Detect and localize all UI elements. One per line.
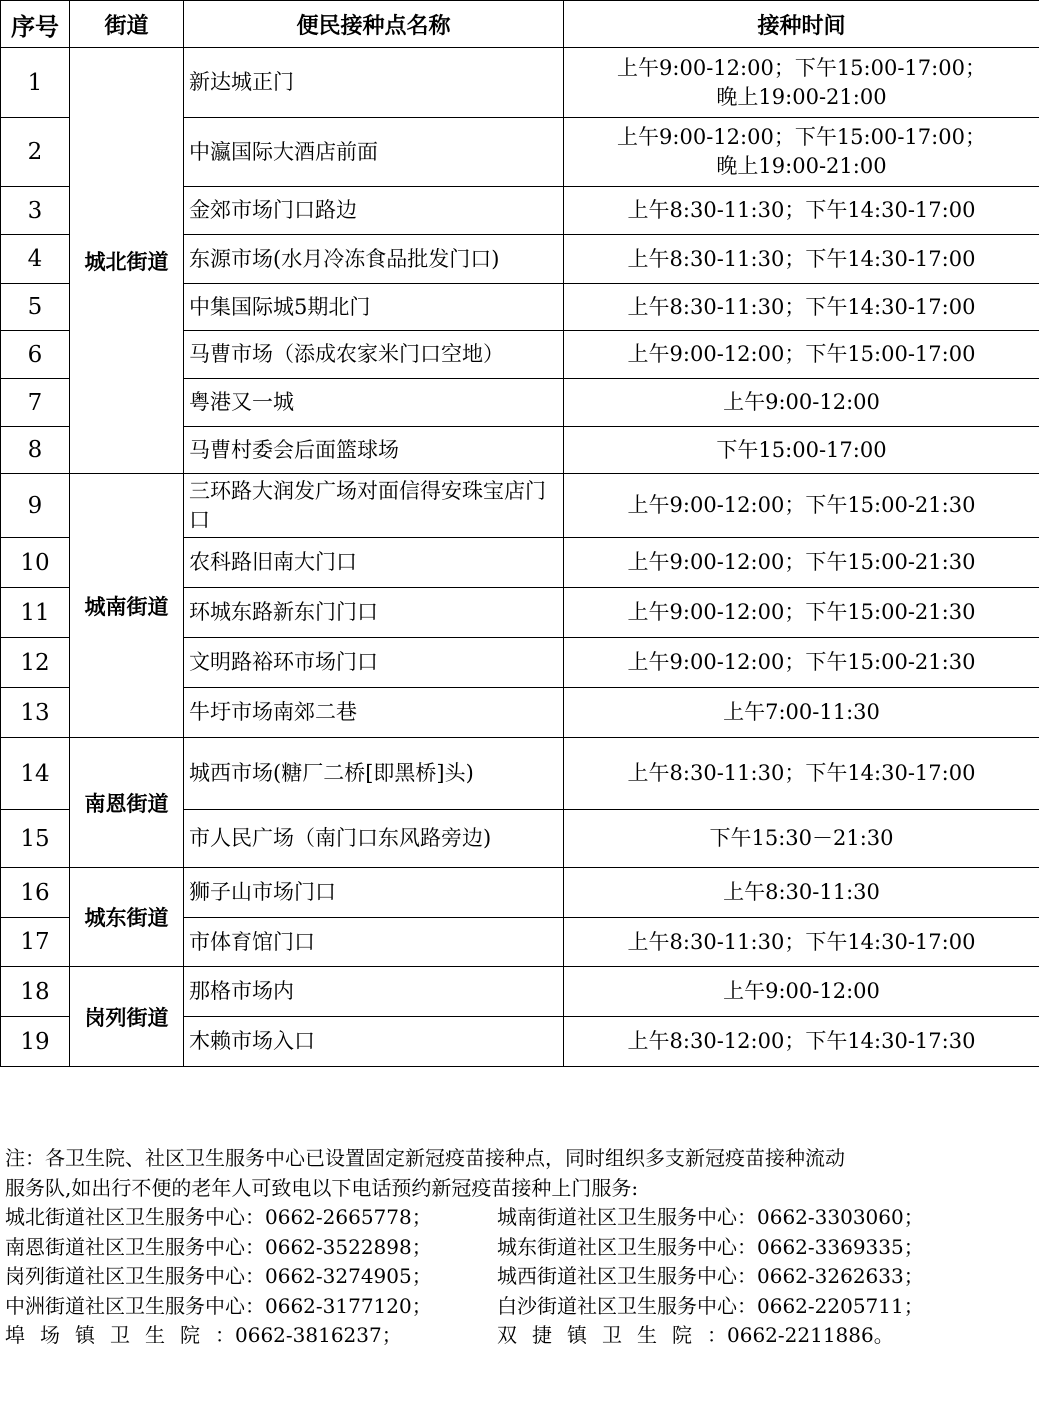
row-seq: 7 (1, 379, 70, 427)
time-line: 下午15:00-17:00 (716, 437, 887, 462)
header-site: 便民接种点名称 (184, 1, 564, 48)
row-site: 三环路大润发广场对面信得安珠宝店门口 (184, 474, 564, 538)
row-site: 金郊市场门口路边 (184, 187, 564, 235)
row-time (564, 738, 1039, 810)
row-seq: 19 (1, 1017, 70, 1067)
row-site: 农科路旧南大门口 (184, 538, 564, 588)
time-line: 晚上19:00-21:00 (716, 154, 887, 178)
row-time (564, 427, 1039, 474)
phone-row-last (5, 1321, 1035, 1351)
row-seq: 2 (1, 118, 70, 187)
street-name: 城南街道 (70, 474, 184, 738)
row-time (564, 331, 1039, 379)
time-line: 下午15:30－21:30 (709, 826, 894, 850)
clinic-name-shuangjie: 双捷镇卫生院 (497, 1323, 707, 1347)
time-line: 上午8:30-11:30 (723, 880, 880, 904)
row-time (564, 810, 1039, 868)
row-site: 牛圩市场南郊二巷 (184, 688, 564, 738)
row-seq: 11 (1, 588, 70, 638)
table-row (1, 48, 1039, 118)
phone-entry-left (5, 1321, 497, 1351)
row-site: 马曹村委会后面篮球场 (184, 427, 564, 474)
row-seq: 13 (1, 688, 70, 738)
phone-entry-right: 白沙街道社区卫生服务中心：0662-2205711； (497, 1293, 924, 1318)
row-time (564, 235, 1039, 284)
time-line: 晚上19:00-21:00 (716, 84, 887, 109)
row-site: 环城东路新东门门口 (184, 588, 564, 638)
time-line: 上午9:00-12:00；下午15:00-21:30 (627, 600, 976, 624)
time-line: 上午9:00-12:00；下午15:00-21:30 (627, 650, 976, 674)
phone-row (5, 1262, 1035, 1292)
phone-entry-left: 南恩街道社区卫生服务中心：0662-3522898； (5, 1234, 432, 1259)
street-name: 南恩街道 (70, 738, 184, 868)
row-time (564, 868, 1039, 918)
time-line: 上午8:30-11:30；下午14:30-17:00 (627, 294, 976, 319)
row-seq: 17 (1, 918, 70, 967)
row-site: 粤港又一城 (184, 379, 564, 427)
row-seq: 18 (1, 967, 70, 1017)
phone-row (5, 1203, 1035, 1233)
table-row (1, 967, 1039, 1017)
row-seq: 14 (1, 738, 70, 810)
row-time (564, 379, 1039, 427)
table-row (1, 474, 1039, 538)
header-street: 街道 (70, 1, 184, 48)
row-site: 市人民广场（南门口东风路旁边) (184, 810, 564, 868)
row-seq: 1 (1, 48, 70, 118)
time-line: 上午9:00-12:00 (723, 979, 880, 1003)
time-line: 上午9:00-12:00 (723, 390, 880, 414)
table-row (1, 738, 1039, 810)
row-seq: 15 (1, 810, 70, 868)
row-seq: 3 (1, 187, 70, 235)
row-time (564, 284, 1039, 331)
row-seq: 16 (1, 868, 70, 918)
clinic-phone-shuangjie: ：0662-2211886。 (707, 1323, 894, 1347)
row-site: 狮子山市场门口 (184, 868, 564, 918)
time-line: 上午9:00-12:00；下午15:00-17:00； (617, 55, 986, 80)
row-site: 中集国际城5期北门 (184, 284, 564, 331)
row-site: 文明路裕环市场门口 (184, 638, 564, 688)
phone-row (5, 1233, 1035, 1263)
row-time (564, 187, 1039, 235)
row-time (564, 1017, 1039, 1067)
header-seq: 序号 (1, 1, 70, 48)
table-header-row (1, 1, 1039, 48)
table-body (1, 48, 1039, 1067)
row-time (564, 638, 1039, 688)
phone-entry-left: 城北街道社区卫生服务中心：0662-2665778； (5, 1205, 432, 1229)
street-name: 岗列街道 (70, 967, 184, 1067)
time-line: 上午8:30-11:30；下午14:30-17:00 (627, 246, 976, 271)
time-line: 上午9:00-12:00；下午15:00-17:00 (627, 342, 976, 366)
phone-row (5, 1292, 1035, 1322)
phone-entry-right (497, 1321, 894, 1351)
row-seq: 12 (1, 638, 70, 688)
row-time (564, 538, 1039, 588)
row-time (564, 118, 1039, 187)
note-section (5, 1144, 1035, 1351)
clinic-phone-bucheng: ：0662-3816237； (215, 1323, 402, 1347)
row-site: 木赖市场入口 (184, 1017, 564, 1067)
row-seq: 4 (1, 235, 70, 284)
row-seq: 8 (1, 427, 70, 474)
row-site: 那格市场内 (184, 967, 564, 1017)
time-line: 上午8:30-11:30；下午14:30-17:00 (627, 761, 976, 785)
row-site: 城西市场(糖厂二桥[即黑桥]头) (184, 738, 564, 810)
row-site: 东源市场(水月冷冻食品批发门口) (184, 235, 564, 284)
row-site: 马曹市场（添成农家米门口空地） (184, 331, 564, 379)
note-line-1: 注：各卫生院、社区卫生服务中心已设置固定新冠疫苗接种点，同时组织多支新冠疫苗接种流动 (5, 1146, 845, 1170)
row-time (564, 48, 1039, 118)
phone-entry-left: 岗列街道社区卫生服务中心：0662-3274905； (5, 1264, 432, 1288)
phone-list (5, 1203, 1035, 1321)
time-line: 上午9:00-12:00；下午15:00-17:00； (617, 125, 986, 149)
row-seq: 6 (1, 331, 70, 379)
time-line: 上午8:30-11:30；下午14:30-17:00 (627, 198, 976, 222)
row-seq: 5 (1, 284, 70, 331)
row-site: 新达城正门 (184, 48, 564, 118)
street-name: 城北街道 (70, 48, 184, 474)
street-name: 城东街道 (70, 868, 184, 967)
header-time: 接种时间 (564, 1, 1039, 48)
row-seq: 10 (1, 538, 70, 588)
row-time (564, 474, 1039, 538)
time-line: 上午9:00-12:00；下午15:00-21:30 (627, 550, 976, 574)
row-site: 中瀛国际大酒店前面 (184, 118, 564, 187)
row-time (564, 688, 1039, 738)
phone-entry-left: 中洲街道社区卫生服务中心：0662-3177120； (5, 1293, 432, 1318)
time-line: 上午7:00-11:30 (723, 700, 880, 724)
note-line-2: 服务队,如出行不便的老年人可致电以下电话预约新冠疫苗接种上门服务: (5, 1175, 639, 1200)
time-line: 上午8:30-12:00；下午14:30-17:30 (627, 1029, 976, 1053)
row-time (564, 967, 1039, 1017)
phone-entry-right: 城西街道社区卫生服务中心：0662-3262633； (497, 1264, 924, 1288)
time-line: 上午8:30-11:30；下午14:30-17:00 (627, 929, 976, 954)
row-seq: 9 (1, 474, 70, 538)
phone-entry-right: 城东街道社区卫生服务中心：0662-3369335； (497, 1234, 924, 1259)
row-site: 市体育馆门口 (184, 918, 564, 967)
phone-entry-right: 城南街道社区卫生服务中心：0662-3303060； (497, 1205, 924, 1229)
clinic-name-bucheng: 埠场镇卫生院 (5, 1323, 215, 1347)
row-time (564, 588, 1039, 638)
time-line: 上午9:00-12:00；下午15:00-21:30 (627, 493, 976, 517)
table-row (1, 868, 1039, 918)
row-time (564, 918, 1039, 967)
